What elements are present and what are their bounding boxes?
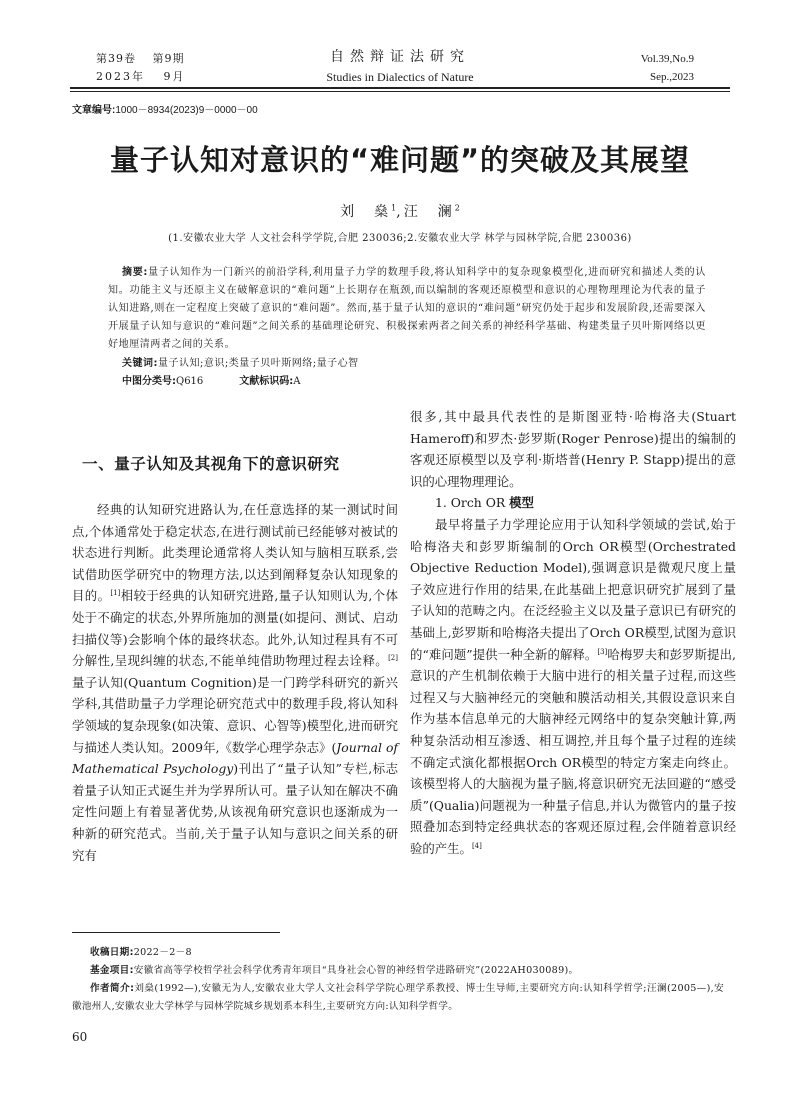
funding-value: 安徽省高等学校哲学社会科学优秀青年项目“具身社会心智的神经哲学进路研究”(2022AH030089)。 xyxy=(133,965,579,976)
classification xyxy=(122,372,301,387)
footnote-author-bio xyxy=(72,980,724,1016)
author-bio-label: 作者简介: xyxy=(90,983,135,994)
affiliations: (1.安徽农业大学 人文社会科学学院,合肥 230036;2.安徽农业大学 林学与园林学院,合肥 230036) xyxy=(168,233,632,244)
header-date-cn: 2023年 9月 xyxy=(96,70,186,83)
header-journal-en: Studies in Dialectics of Nature xyxy=(326,70,474,84)
received-value: 2022－2－8 xyxy=(133,947,192,958)
header-journal-cn: 自然辩证法研究 xyxy=(330,49,470,65)
footnote-rule xyxy=(72,932,280,933)
citation-link[interactable]: [3] xyxy=(597,647,608,656)
clc-label: 中图分类号: xyxy=(122,376,176,387)
header-volume-cn: 第39卷 第9期 xyxy=(96,52,185,65)
body-paragraph xyxy=(410,514,736,860)
header-rule-thick xyxy=(70,87,730,89)
author-name: 刘 燊 xyxy=(340,204,392,220)
page-number: 60 xyxy=(72,1030,88,1044)
abstract-text: 量子认知作为一门新兴的前沿学科,利用量子力学的数理手段,将认知科学中的复杂现象模型化,进而研究和描述人类的认知。功能主义与还原主义在破解意识的“难问题”上长期存在瓶颈,而以编制的客观还原模型和意识的心理物理理论为代表的量子认知进路,则在一定程度上突破了意识的“难问题”。然而,基于量子认知的意识的“难问题”研究仍处于起步和发展阶段,还需要深入开展量子认知与意识的“难问题”之间关系的基础理论研究、积极探索两者之间关系的神经科学基础、构建类量子贝叶斯网络以更好地厘清两者之间的关系。 xyxy=(108,267,706,350)
body-column-right xyxy=(410,406,736,859)
subsection-title: 模型 xyxy=(509,495,534,511)
keywords-label: 关键词: xyxy=(122,358,158,369)
subsection-heading xyxy=(410,492,736,514)
keywords-text: 量子认知;意识;类量子贝叶斯网络;量子心智 xyxy=(158,358,359,369)
abstract-label: 摘要: xyxy=(122,267,149,278)
article-number-value: 1000－8934(2023)9－0000－00 xyxy=(115,105,258,116)
header-rule-thin xyxy=(70,91,730,92)
footnote-received xyxy=(90,944,192,962)
keywords xyxy=(122,354,359,369)
section-heading: 一、量子认知及其视角下的意识研究 xyxy=(82,455,340,473)
paper-title: 量子认知对意识的“难问题”的突破及其展望 xyxy=(109,143,691,177)
citation-link[interactable]: [4] xyxy=(471,841,482,850)
body-column-left xyxy=(72,499,398,866)
body-text: 哈梅罗夫和彭罗斯提出,意识的产生机制依赖于大脑中进行的相关量子过程,而这些过程又与大脑神经元的突触和膜活动相关,其假设意识来自作为基本信息单元的大脑神经元网络中的复杂突触计算,两种复杂活动相互渗透、相互调控,并且每个量子过程的连续不确定式演化都根据Orch OR模型的特定方案走向终止。该模型将人的大脑视为量子脑,将意识研究无法回避的“感受质”(Qualia)问题视为一种量子信息,并认为微管内的量子按照叠加态到特定经典状态的客观还原过程,会伴随着意识经验的产生。 xyxy=(410,646,736,856)
citation-link[interactable]: [1] xyxy=(110,589,121,598)
author-separator: , xyxy=(396,204,404,220)
author-affil-mark: 1 xyxy=(391,203,397,213)
body-text: 量子认知(Quantum Cognition)是一门跨学科研究的新兴学科,其借助量子力学理论研究范式中的数理手段,将认知科学领域的复杂现象(如决策、意识、心智等)模型化,进而研究与描述人类认知。2009年,《数学心理学杂志》( xyxy=(72,674,398,755)
received-label: 收稿日期: xyxy=(90,947,134,958)
author-list xyxy=(70,201,730,221)
footnote-funding xyxy=(90,962,578,980)
header-volume-en: Vol.39,No.9 xyxy=(640,53,694,65)
body-paragraph-continued: 很多,其中最具代表性的是斯图亚特·哈梅洛夫(Stuart Hameroff)和罗杰·彭罗斯(Roger Penrose)提出的编制的客观还原模型以及亨利·斯塔普(Henry P. Stapp)提出的意识的心理物理理论。 xyxy=(410,409,736,489)
body-paragraph xyxy=(72,499,398,866)
citation-link[interactable]: [2] xyxy=(388,654,398,663)
doc-code-label: 文献标识码: xyxy=(239,376,294,387)
author-name: 汪 澜 xyxy=(403,204,455,220)
body-text: 最早将量子力学理论应用于认知科学领域的尝试,始于哈梅洛夫和彭罗斯编制的Orch OR模型(Orchestrated Objective Reduction Model),强调意识是微观尺度上量子效应进行作用的结果,在此基础上把意识研究扩展到了量子认知的范畴之内。在泛经验主义以及量子意识已有研究的基础上,彭罗斯和哈梅洛夫提出了Orch OR模型,试图为意识的“难问题”提供一种全新的解释。 xyxy=(410,516,736,662)
abstract xyxy=(108,264,706,354)
journal-name-italic: Journal of Mathematical Psychology xyxy=(72,739,398,777)
author-affil-mark: 2 xyxy=(454,203,460,213)
header-date-en: Sep.,2023 xyxy=(650,71,694,83)
article-number-label: 文章编号: xyxy=(72,105,116,116)
author-bio-value: 刘燊(1992—),安徽无为人,安徽农业大学人文社会科学学院心理学系教授、博士生导师,主要研究方向:认知科学哲学;汪澜(2005—),安徽池州人,安徽农业大学林学与园林学院城乡规划系本科生,主要研究方向:认知科学哲学。 xyxy=(72,983,724,1012)
subsection-number: 1. Orch OR xyxy=(435,495,510,511)
clc-value: Q616 xyxy=(176,376,204,387)
body-text: 经典的认知研究进路认为,在任意选择的某一测试时间点,个体通常处于稳定状态,在进行测试前已经能够对被试的状态进行判断。此类理论通常将人类认知与脑相互联系,尝试借助医学研究中的物理方法,以达到阐释复杂认知现象的目的。 xyxy=(72,502,398,604)
funding-label: 基金项目: xyxy=(90,965,134,976)
body-text: 相较于经典的认知研究进路,量子认知则认为,个体处于不确定的状态,外界所施加的测量(如提问、测试、启动扫描仪等)会影响个体的最终状态。此外,认知过程具有不可分解性,呈现纠缠的状态,不能单纯借助物理过程去诠释。 xyxy=(72,588,398,669)
body-text: )刊出了“量子认知”专栏,标志着量子认知正式诞生并为学界所认可。量子认知在解决不确定性问题上有着显著优势,从该视角研究意识也逐渐成为一种新的研究范式。当前,关于量子认知与意识之间关系的研究有 xyxy=(72,761,398,863)
doc-code-value: A xyxy=(293,376,301,387)
article-number xyxy=(72,101,258,116)
